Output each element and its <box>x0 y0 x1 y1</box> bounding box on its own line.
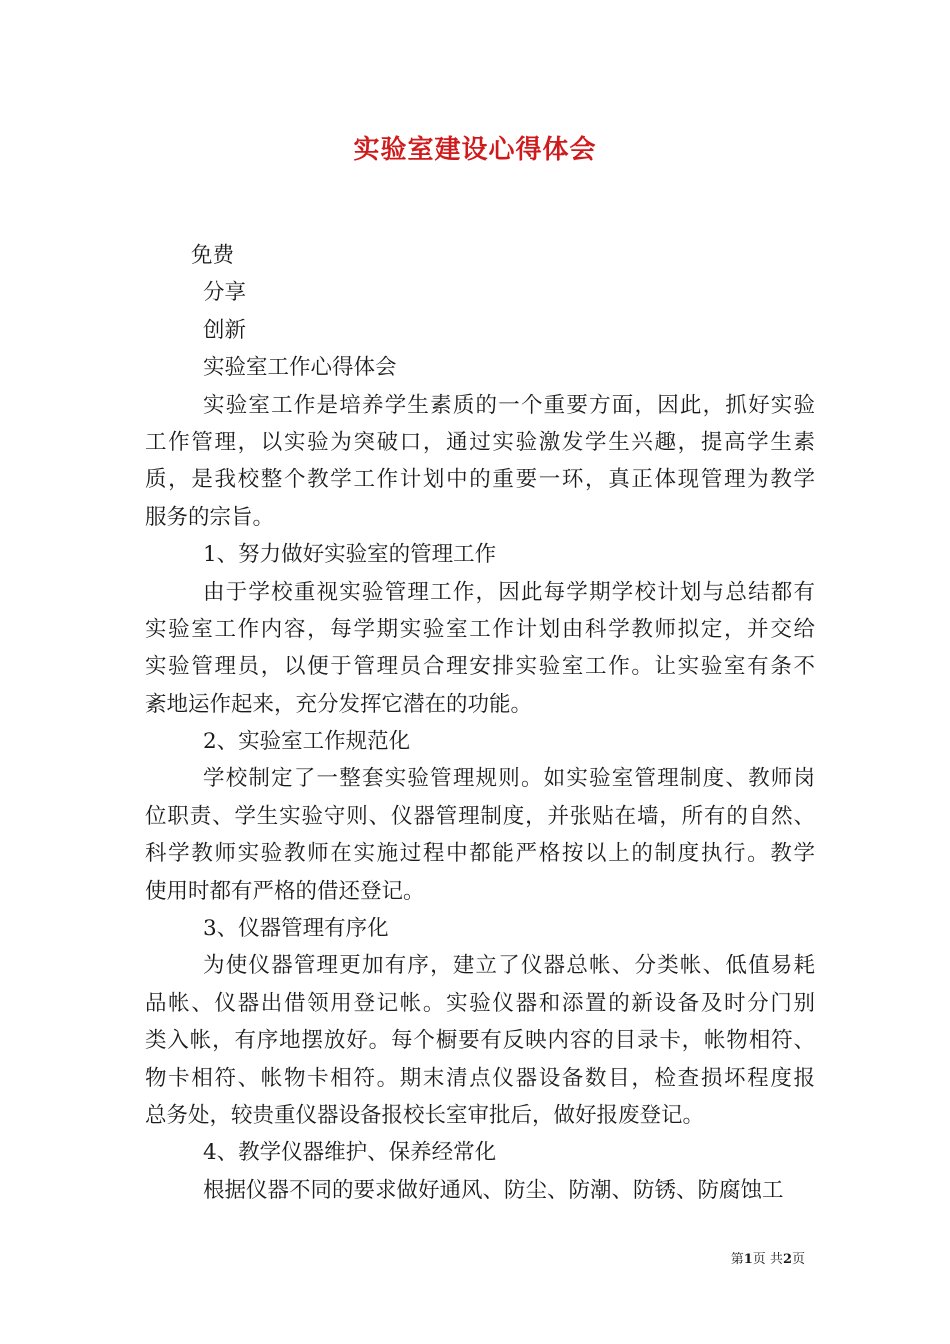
paragraph-first-line: 实验室工作是培养学生素质的一个重要方面，因此，抓好实验 <box>203 392 815 418</box>
paragraph-first-line: 学校制定了一整套实验管理规则。如实验室管理制度、教师岗 <box>203 766 815 792</box>
paragraph-first-line: 1、努力做好实验室的管理工作 <box>203 542 497 568</box>
paragraph-first-line: 4、教学仪器维护、保养经常化 <box>203 1140 497 1166</box>
total-pages-number: 2 <box>782 1252 792 1267</box>
footer-prefix: 第 <box>730 1252 744 1267</box>
current-page-number: 1 <box>743 1252 753 1267</box>
paragraph-first-line: 2、实验室工作规范化 <box>203 729 411 755</box>
paragraph-line: 工作管理，以实验为突破口，通过实验激发学生兴趣，提高学生素 <box>145 429 815 455</box>
paragraph-line: 品帐、仪器出借领用登记帐。实验仪器和添置的新设备及时分门别 <box>145 990 815 1016</box>
page-footer <box>731 1248 805 1267</box>
paragraph-line: 位职责、学生实验守则、仪器管理制度，并张贴在墙，所有的自然、 <box>145 803 815 829</box>
paragraph-first-line: 3、仪器管理有序化 <box>203 916 389 942</box>
paragraph-first-line: 免费 <box>191 243 235 268</box>
footer-middle: 页 共 <box>752 1252 783 1267</box>
paragraph-first-line: 为使仪器管理更加有序，建立了仪器总帐、分类帐、低值易耗 <box>203 953 815 979</box>
footer-suffix: 页 <box>791 1252 805 1267</box>
paragraph-line: 实验室工作内容，每学期实验室工作计划由科学教师拟定，并交给 <box>145 616 815 642</box>
paragraph-first-line: 由于学校重视实验管理工作，因此每学期学校计划与总结都有 <box>203 579 815 605</box>
paragraph-line: 总务处，较贵重仪器设备报校长室审批后，做好报废登记。 <box>145 1102 705 1128</box>
paragraph-line: 物卡相符、帐物卡相符。期末清点仪器设备数目，检查损坏程度报 <box>145 1065 815 1091</box>
paragraph-line: 紊地运作起来，充分发挥它潜在的功能。 <box>145 691 533 717</box>
paragraph-line: 实验管理员，以便于管理员合理安排实验室工作。让实验室有条不 <box>145 654 815 680</box>
paragraph-line: 服务的宗旨。 <box>145 504 275 530</box>
paragraph-line: 类入帐，有序地摆放好。每个橱要有反映内容的目录卡，帐物相符、 <box>145 1028 815 1054</box>
paragraph-first-line: 创新 <box>203 317 247 343</box>
paragraph-first-line: 分享 <box>203 280 247 306</box>
document-body <box>145 237 815 1209</box>
paragraph-line: 使用时都有严格的借还登记。 <box>145 878 425 904</box>
paragraph-first-line: 实验室工作心得体会 <box>203 355 397 381</box>
paragraph-line: 质，是我校整个教学工作计划中的重要一环，真正体现管理为教学 <box>145 467 815 493</box>
paragraph-line: 科学教师实验教师在实施过程中都能严格按以上的制度执行。教学 <box>145 841 815 867</box>
paragraph-first-line: 根据仪器不同的要求做好通风、防尘、防潮、防锈、防腐蚀工 <box>203 1177 784 1203</box>
page-title: 实验室建设心得体会 <box>353 135 597 165</box>
